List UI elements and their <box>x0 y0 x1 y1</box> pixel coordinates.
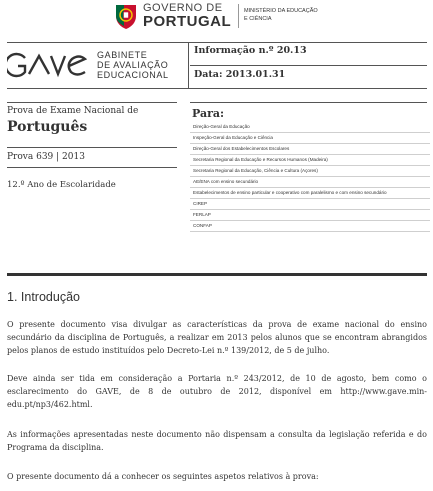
intro-paragraph-2: Deve ainda ser tida em consideração a Portaria n.º 243/2012, de 10 de agosto, bem como o esclarecimento do GAVE, de 8 de outubro de 2012, disponível em http://www.gave.min-edu.pt/np3/462.html. <box>7 374 427 409</box>
meta-mid-rule <box>7 147 177 148</box>
recipient-item: FERLAP <box>190 210 430 221</box>
exam-label: Prova de Exame Nacional de <box>7 106 139 116</box>
ministry-name: MINISTÉRIO DA EDUCAÇÃO E CIÊNCIA <box>244 8 318 22</box>
para-title: Para: <box>192 107 225 120</box>
recipient-item: Inspeção-Geral da Educação e Ciência <box>190 133 430 144</box>
para-top-rule <box>190 102 427 103</box>
recipient-item: Estabelecimentos de ensino particular e cooperativo com paralelismo e com ensino secundário <box>190 188 430 199</box>
recipient-item: Direção-Geral da Educação <box>190 122 430 133</box>
header-divider <box>188 42 189 89</box>
gov-line2: PORTUGAL <box>143 13 232 30</box>
meta-bottom-rule <box>7 167 177 168</box>
recipient-item: Secretaria Regional da Educação e Recursos Humanos (Madeira) <box>190 155 430 166</box>
gave-logo-icon <box>7 50 87 80</box>
recipient-list <box>190 122 430 232</box>
recipient-item: CONFAP <box>190 221 430 232</box>
recipient-item: AE/ENA com ensino secundário <box>190 177 430 188</box>
intro-paragraph-1: O presente documento visa divulgar as características da prova de exame nacional do ensino secundário da disciplina de Português, a realizar em 2013 pelos alunos que se encontram abrangidos pelos planos de estudo instituídos pelo Decreto-Lei n.º 139/2012, de 5 de julho. <box>7 320 427 355</box>
info-date: Data: 2013.01.31 <box>194 69 286 80</box>
gave-name: GABINETE DE AVALIAÇÃO EDUCACIONAL <box>97 50 169 80</box>
intro-paragraph-3: As informações apresentadas neste documento não dispensam a consulta da legislação referida e do Programa da disciplina. <box>7 430 427 452</box>
meta-top-rule <box>7 102 177 103</box>
section-rule <box>7 273 427 276</box>
exam-grade: 12.º Ano de Escolaridade <box>7 180 116 190</box>
info-number: Informação n.º 20.13 <box>194 45 307 56</box>
gov-line1: GOVERNO DE <box>143 2 223 14</box>
header-mid-rule <box>190 65 427 66</box>
header-bottom-rule <box>7 88 427 89</box>
recipient-item: CIREP <box>190 199 430 210</box>
exam-number: Prova 639 | 2013 <box>7 152 85 162</box>
government-logo <box>113 2 318 30</box>
recipient-item: Direção-Geral dos Estabelecimentos Escolares <box>190 144 430 155</box>
header-top-rule <box>7 42 427 43</box>
intro-paragraph-4: O presente documento dá a conhecer os seguintes aspetos relativos à prova: <box>7 472 319 481</box>
portugal-shield-icon <box>113 2 139 30</box>
exam-subject: Português <box>7 119 88 135</box>
section-heading: 1. Introdução <box>7 290 80 304</box>
recipient-item: Secretaria Regional da Educação, Ciência e Cultura (Açores) <box>190 166 430 177</box>
gov-separator <box>238 4 239 28</box>
